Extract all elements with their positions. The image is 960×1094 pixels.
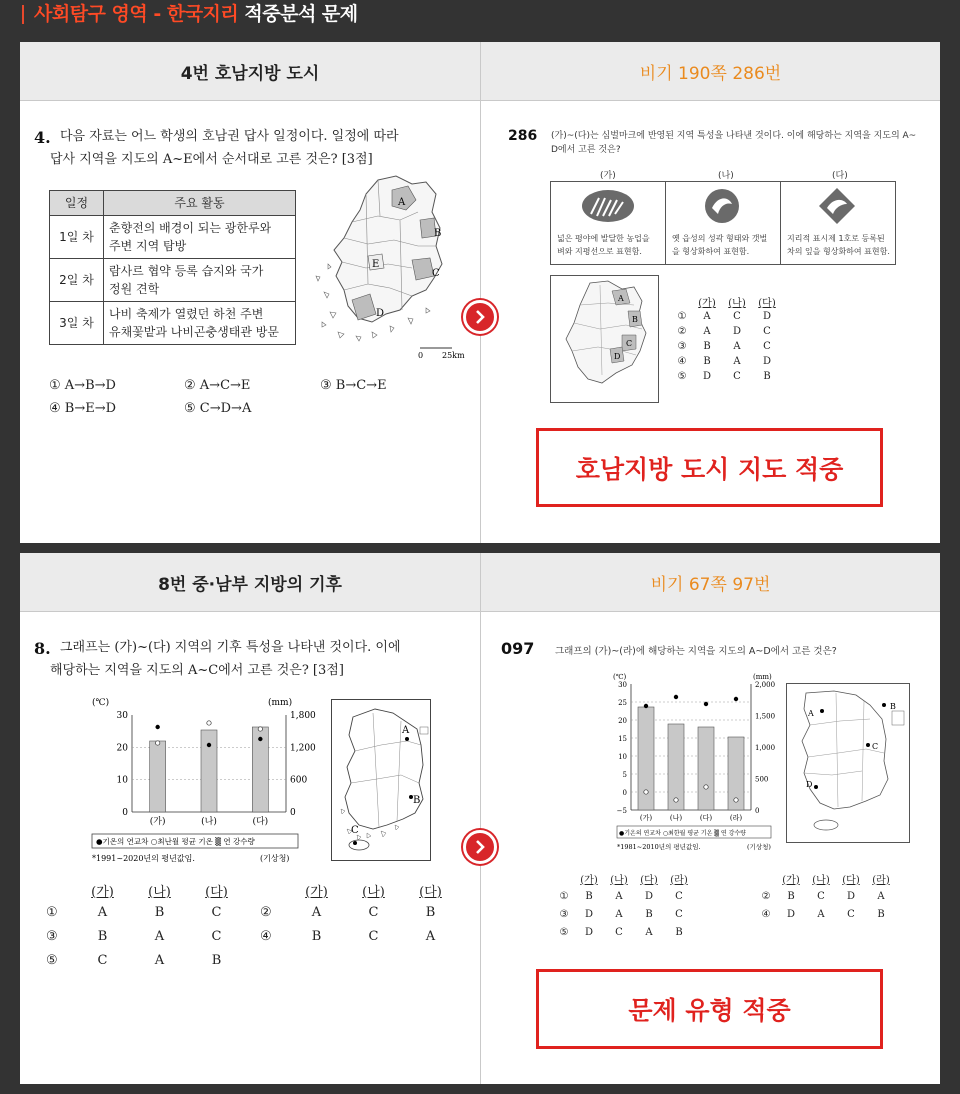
answer-cell: C [817, 890, 825, 902]
answer-cell: C [211, 929, 222, 944]
answer-cell: D [644, 890, 654, 902]
page-title [34, 0, 358, 28]
y-left-tick-label: 10 [116, 775, 128, 786]
day-cell: 1일 차 [50, 216, 104, 259]
table-row [50, 259, 296, 302]
chart-y-left-unit: (℃) [92, 698, 110, 708]
y-right-tick-label: 600 [290, 775, 308, 786]
annual-range-point [704, 702, 708, 706]
day-cell: 3일 차 [50, 302, 104, 345]
book-map-label-c: C [626, 339, 633, 348]
answer-num: ⑤ [677, 371, 687, 382]
exam-answer-table [46, 881, 459, 977]
x-tick-label: (가) [149, 817, 166, 827]
answer-cell: B [763, 371, 771, 382]
precip-bar [150, 741, 166, 812]
answer-header-row [46, 881, 459, 905]
page-header [0, 0, 960, 30]
y-right-tick-label: 500 [755, 775, 769, 784]
y-left-tick-label: 20 [618, 717, 627, 725]
book-problem-text: 그래프의 (가)~(라)에 해당하는 지역을 지도의 A~D에서 고른 것은? [555, 646, 837, 657]
x-tick-label: (나) [669, 814, 683, 822]
analysis-section-1 [20, 42, 940, 543]
book-map-label-d: D [806, 780, 813, 789]
answer-cell: B [425, 905, 436, 920]
answer-cell: A [615, 908, 623, 920]
annual-range-point [258, 737, 262, 741]
page-title-suffix: 적중분석 문제 [238, 3, 358, 25]
symbol-label: (나) [718, 171, 734, 181]
answer-header: (나) [362, 885, 385, 900]
y-right-tick-label: 1,800 [290, 711, 316, 721]
section2-book-heading: 비기 67쪽 97번 [481, 553, 940, 612]
table-header-cell: 주요 활동 [104, 191, 296, 216]
answer-header: (나) [812, 874, 830, 886]
answer-header: (나) [610, 874, 628, 886]
chart-source: (기상청) [260, 854, 290, 863]
warmest-temp-point [674, 798, 678, 802]
answer-cell: B [703, 356, 711, 367]
y-left-tick-label: −5 [616, 807, 627, 815]
map-label-a: A [402, 725, 410, 736]
rice-field-symbol-icon [581, 188, 635, 224]
x-tick-label: (라) [729, 814, 743, 822]
answer-cell: B [877, 908, 885, 920]
answer-row [554, 905, 694, 923]
answer-header: (가) [580, 874, 598, 886]
question-line: 다음 자료는 어느 학생의 호남권 답사 일정이다. 일정에 따라 [60, 129, 399, 144]
book-map-label-a: A [618, 294, 624, 303]
activity-cell [104, 216, 296, 259]
answer-cell: D [762, 356, 772, 367]
question-line: 답사 지역을 지도의 A~E에서 순서대로 고른 것은? [3점] [50, 152, 373, 167]
answer-cell: A [733, 341, 741, 352]
book-problem-number: 286 [508, 128, 538, 144]
answer-num: ① [677, 311, 687, 322]
symbol-desc-line: 을 형상화하여 표현함. [672, 247, 750, 256]
answer-num: ② [677, 326, 687, 337]
answer-num: ④ [761, 908, 771, 920]
map-label-c: C [351, 825, 359, 836]
warmest-temp-point [704, 785, 708, 789]
activity-line: 유채꽃밭과 나비곤충생태관 방문 [109, 325, 279, 339]
answer-cell: A [425, 929, 436, 944]
question-text [50, 125, 470, 171]
book-map-label-b: B [632, 315, 638, 324]
answer-cell: A [154, 953, 165, 968]
chart-footnote: *1991~2020년의 평년값임. [92, 854, 195, 863]
answer-header: (다) [419, 885, 442, 900]
answer-cell: B [703, 341, 711, 352]
answer-row [672, 369, 782, 384]
question-line: 그래프는 (가)~(다) 지역의 기후 특성을 나타낸 것이다. 이에 [60, 640, 401, 655]
map-label-e: E [372, 259, 380, 270]
warmest-temp-point [207, 721, 211, 725]
answer-row [554, 887, 694, 905]
answer-cell: A [154, 929, 165, 944]
book-map-label-c: C [872, 742, 879, 751]
symbol-desc [557, 232, 650, 258]
answer-header: (다) [640, 874, 658, 886]
x-tick-label: (가) [639, 814, 653, 822]
exam-climate-chart [84, 693, 338, 868]
answer-num: ③ [559, 908, 569, 920]
answer-cell: C [97, 953, 108, 968]
symbol-desc-line: 옛 읍성의 성곽 형태와 갯벌 [672, 234, 768, 243]
warmest-temp-point [644, 790, 648, 794]
y-left-tick-label: 5 [622, 771, 627, 779]
symbol-desc-line: 지리적 표시제 1호로 등록된 [787, 234, 885, 243]
answer-row [756, 905, 896, 923]
table-row [50, 216, 296, 259]
answer-row [672, 339, 782, 354]
answer-num: ② [761, 890, 771, 902]
analysis-section-2 [20, 553, 940, 1084]
symbol-desc-line: 벼와 지평선으로 표현함. [557, 247, 642, 256]
answer-cell: B [154, 905, 165, 920]
y-left-tick-label: 25 [618, 699, 627, 707]
book-honam-map [550, 275, 659, 403]
activity-line: 춘향전의 배경이 되는 광한루와 [109, 221, 272, 235]
compare-arrow-button[interactable] [463, 830, 497, 864]
answer-cell: A [703, 326, 711, 337]
annual-range-point [155, 725, 159, 729]
korea-map [331, 699, 431, 861]
schedule-table [49, 190, 296, 345]
answer-row [554, 923, 694, 941]
chevron-right-icon [473, 840, 487, 854]
y-right-tick-label: 1,200 [290, 743, 316, 754]
answer-cell: A [817, 908, 825, 920]
warmest-temp-point [258, 727, 262, 731]
answer-header: (라) [670, 874, 688, 886]
answer-row [672, 309, 782, 324]
answer-header: (가) [782, 874, 800, 886]
answer-cell: D [584, 926, 594, 938]
answer-cell: A [615, 890, 623, 902]
hit-highlight-box: 호남지방 도시 지도 적중 [536, 428, 883, 507]
answer-header: (나) [148, 885, 171, 900]
y-left-tick-label: 20 [116, 743, 128, 754]
answer-header-row [672, 294, 782, 309]
answer-num: ④ [260, 929, 272, 944]
map-label-b: B [413, 795, 421, 806]
x-tick-label: (다) [699, 814, 713, 822]
symbol-cell [781, 182, 895, 264]
book-map-label-d: D [614, 352, 621, 361]
map-label-a: A [398, 197, 406, 208]
annual-range-point [207, 743, 211, 747]
book-climate-chart [603, 670, 779, 854]
hit-highlight-box: 문제 유형 적중 [536, 969, 883, 1049]
symbol-cell [666, 182, 781, 264]
header-accent-bar [22, 5, 24, 24]
chart-y-left-unit: (℃) [613, 673, 627, 681]
precip-bar [201, 730, 217, 812]
y-left-tick-label: 10 [618, 753, 627, 761]
answer-row [46, 905, 459, 929]
annual-range-point [674, 695, 678, 699]
symbol-desc-line: 넓은 평야에 발달한 농업을 [557, 234, 650, 243]
symbol-desc [672, 232, 767, 258]
precip-bar [698, 727, 714, 810]
warmest-temp-point [734, 798, 738, 802]
scale-distance: 25km [442, 351, 465, 360]
answer-cell: B [585, 890, 593, 902]
answer-num: ① [559, 890, 569, 902]
answer-cell: C [368, 929, 379, 944]
answer-choice: ① A→B→D [49, 378, 116, 393]
answer-num: ⑤ [559, 926, 569, 938]
y-right-tick-label: 2,000 [755, 681, 776, 689]
tea-leaf-symbol-icon [817, 186, 857, 226]
answer-cell: D [702, 371, 712, 382]
answer-cell: B [97, 929, 108, 944]
x-tick-label: (다) [252, 817, 269, 827]
answer-cell: C [733, 371, 741, 382]
activity-cell [104, 302, 296, 345]
activity-line: 나비 축제가 열렸던 하천 주변 [109, 307, 264, 321]
answer-cell: A [733, 356, 741, 367]
day-cell: 2일 차 [50, 259, 104, 302]
answer-num: ③ [677, 341, 687, 352]
answer-cell: C [675, 908, 683, 920]
table-header-row [50, 191, 296, 216]
answer-cell: D [786, 908, 796, 920]
answer-cell: C [211, 905, 222, 920]
map-label-d: D [376, 308, 385, 319]
answer-header: (가) [305, 885, 328, 900]
answer-choice: ⑤ C→D→A [184, 401, 252, 416]
answer-cell: B [645, 908, 653, 920]
answer-num: ③ [46, 929, 58, 944]
chart-source: (기상청) [747, 843, 771, 851]
precip-bar [668, 724, 684, 810]
page-title-subject: 사회탐구 영역 - 한국지리 [34, 3, 239, 25]
answer-cell: A [877, 890, 885, 902]
answer-num: ② [260, 905, 272, 920]
answer-num: ⑤ [46, 953, 58, 968]
symbol-cell [551, 182, 666, 264]
activity-cell [104, 259, 296, 302]
answer-cell: B [675, 926, 683, 938]
section1-exam-heading: 4번 호남지방 도시 [20, 42, 480, 101]
chart-legend: ●기온의 연교차 ○최난월 평균 기온 ▒ 연 강수량 [96, 837, 255, 846]
activity-line: 람사르 협약 등록 습지와 국가 [109, 264, 264, 278]
chart-y-right-unit: (mm) [268, 698, 293, 708]
chart-legend: ●기온의 연교차 ○최한월 평균 기온 ▒ 연 강수량 [619, 830, 746, 837]
answer-header: (다) [842, 874, 860, 886]
answer-choice: ③ B→C→E [320, 378, 387, 393]
table-row [50, 302, 296, 345]
y-right-tick-label: 0 [755, 807, 760, 815]
scale-zero: 0 [418, 351, 424, 360]
y-right-tick-label: 0 [290, 808, 296, 818]
honam-map [308, 172, 468, 367]
answer-cell: D [846, 890, 856, 902]
symbol-label: (다) [832, 171, 848, 181]
book-problem-line: (가)~(다)는 심벌마크에 반영된 지역 특성을 나타낸 것이다. 이에 해당하는 지역을 지도의 A~ [551, 131, 917, 141]
chart-footnote: *1981~2010년의 평년값임. [617, 843, 701, 851]
answer-cell: C [847, 908, 855, 920]
activity-line: 주변 지역 탐방 [109, 239, 187, 253]
answer-row [672, 324, 782, 339]
answer-header-row [756, 869, 896, 887]
y-left-tick-label: 30 [116, 711, 128, 721]
y-left-tick-label: 15 [618, 735, 627, 743]
book-problem-number: 097 [501, 639, 535, 658]
answer-cell: C [733, 311, 741, 322]
answer-cell: C [615, 926, 623, 938]
answer-header: (다) [758, 298, 776, 309]
book-problem-line: D에서 고른 것은? [551, 145, 621, 155]
book-korea-map [786, 683, 910, 843]
answer-cell: D [584, 908, 594, 920]
symbol-desc-line: 차의 잎을 형상화하여 표현함. [787, 247, 890, 256]
section-divider [480, 42, 481, 543]
answer-num: ① [46, 905, 58, 920]
book-map-label-a: A [808, 709, 814, 718]
answer-cell: B [211, 953, 222, 968]
y-right-tick-label: 1,000 [755, 744, 776, 752]
answer-cell: D [762, 311, 772, 322]
y-left-tick-label: 0 [622, 789, 627, 797]
answer-row [46, 929, 459, 953]
answer-cell: C [675, 890, 683, 902]
y-right-tick-label: 1,500 [755, 712, 776, 721]
book-answer-grid-left [554, 869, 694, 941]
y-left-tick-label: 30 [618, 681, 627, 689]
answer-cell: A [703, 311, 711, 322]
answer-choice: ② A→C→E [184, 378, 251, 393]
fortress-symbol-icon [704, 188, 740, 224]
symbol-label: (가) [600, 171, 616, 181]
answer-header: (나) [728, 298, 746, 309]
warmest-temp-point [155, 741, 159, 745]
book-answer-grid [672, 294, 782, 384]
y-left-tick-label: 0 [122, 808, 128, 818]
table-header-cell: 일정 [50, 191, 104, 216]
book-map-label-b: B [890, 702, 896, 711]
answer-num: ④ [677, 356, 687, 367]
answer-row [756, 887, 896, 905]
question-number: 4. [34, 128, 51, 147]
symbol-marks-box [550, 181, 896, 265]
answer-choice: ④ B→E→D [49, 401, 117, 416]
map-label-b: B [434, 228, 442, 239]
section2-exam-heading: 8번 중·남부 지방의 기후 [20, 553, 480, 612]
x-tick-label: (나) [201, 817, 217, 827]
annual-range-point [734, 697, 738, 701]
answer-cell: B [311, 929, 322, 944]
answer-cell: B [787, 890, 795, 902]
symbol-desc [787, 232, 890, 258]
section-divider [480, 553, 481, 1084]
answer-header: (다) [205, 885, 228, 900]
answer-row [672, 354, 782, 369]
activity-line: 정원 견학 [109, 282, 160, 296]
answer-cell: C [763, 341, 771, 352]
map-label-c: C [432, 268, 440, 279]
question-number: 8. [34, 639, 51, 658]
answer-cell: C [368, 905, 379, 920]
answer-header: (가) [698, 298, 716, 309]
book-problem-text [551, 129, 921, 157]
compare-arrow-button[interactable] [463, 300, 497, 334]
answer-row [46, 953, 459, 977]
answer-header: (라) [872, 874, 890, 886]
answer-header-row [554, 869, 694, 887]
chart-y-right-unit: (mm) [753, 673, 772, 681]
answer-cell: A [311, 905, 322, 920]
question-line: 해당하는 지역을 지도의 A~C에서 고른 것은? [3점] [50, 663, 344, 678]
answer-cell: C [763, 326, 771, 337]
answer-header: (가) [91, 885, 114, 900]
annual-range-point [644, 704, 648, 708]
book-answer-grid-right [756, 869, 896, 923]
answer-cell: A [97, 905, 108, 920]
section1-book-heading: 비기 190쪽 286번 [481, 42, 940, 101]
answer-cell: A [645, 926, 653, 938]
answer-cell: D [732, 326, 742, 337]
chevron-right-icon [473, 310, 487, 324]
question-text [50, 636, 470, 682]
